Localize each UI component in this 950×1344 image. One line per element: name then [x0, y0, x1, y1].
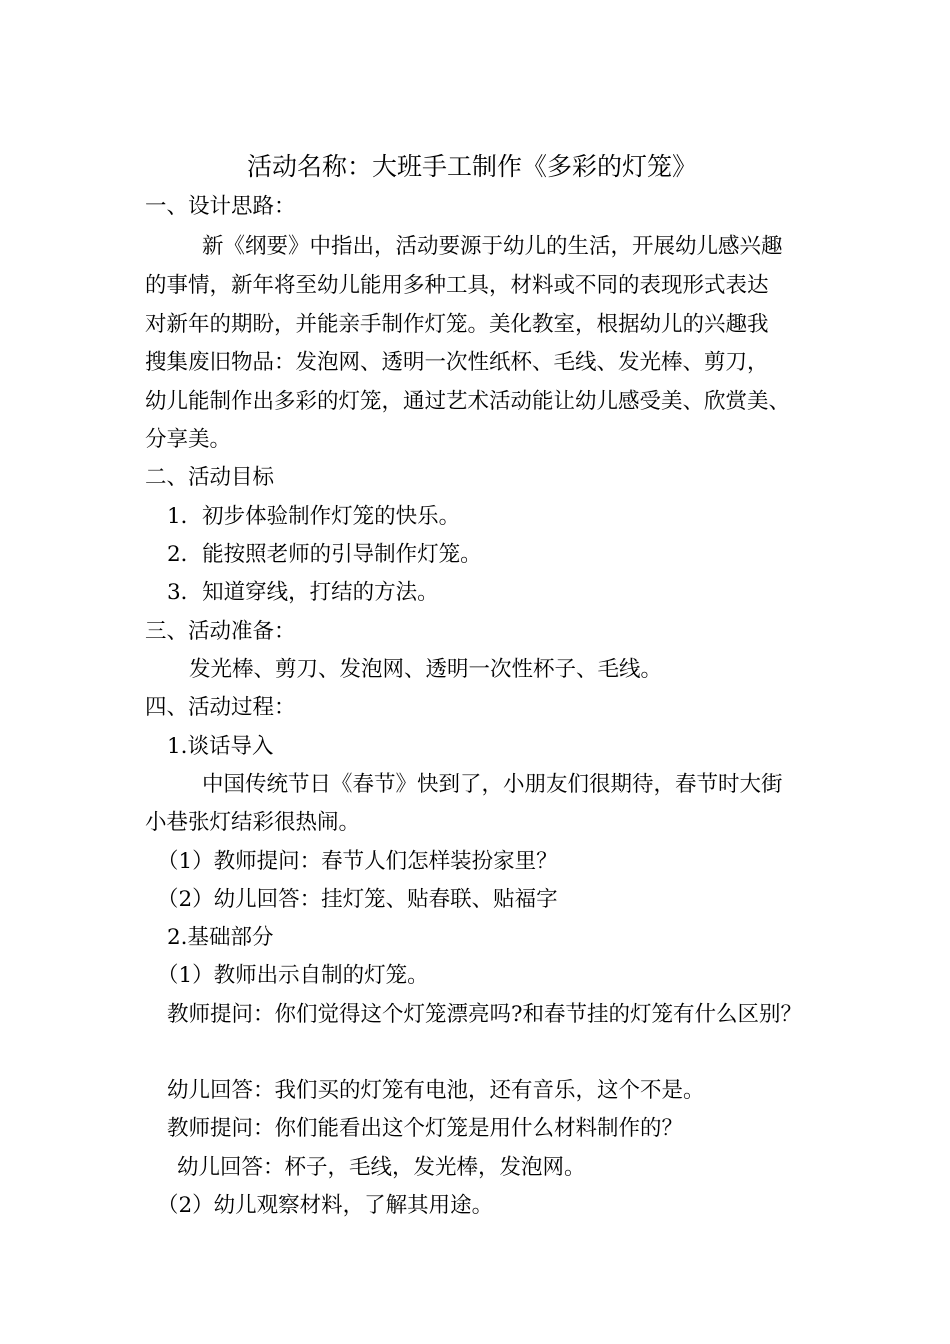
goal-item: 1．初步体验制作灯笼的快乐。	[167, 504, 461, 529]
process-line: （1）教师提问：春节人们怎样装扮家里？	[157, 849, 558, 874]
section-heading-design: 一、设计思路：	[145, 194, 296, 219]
paragraph-line: 幼儿能制作出多彩的灯笼，通过艺术活动能让幼儿感受美、欣赏美、	[145, 389, 791, 414]
document-title: 活动名称：大班手工制作《多彩的灯笼》	[247, 152, 698, 181]
process-line: 幼儿回答：我们买的灯笼有电池，还有音乐，这个不是。	[167, 1078, 705, 1103]
process-line: （1）教师出示自制的灯笼。	[157, 963, 429, 988]
process-line: 教师提问：你们觉得这个灯笼漂亮吗?和春节挂的灯笼有什么区别？	[167, 1002, 803, 1027]
preparation-text: 发光棒、剪刀、发泡网、透明一次性杯子、毛线。	[189, 657, 663, 682]
paragraph-line: 对新年的期盼，并能亲手制作灯笼。美化教室，根据幼儿的兴趣我	[145, 312, 769, 337]
goal-item: 2．能按照老师的引导制作灯笼。	[167, 542, 482, 567]
process-line: （2）幼儿回答：挂灯笼、贴春联、贴福字	[157, 887, 558, 912]
process-line: 教师提问：你们能看出这个灯笼是用什么材料制作的？	[167, 1116, 684, 1141]
paragraph-line: 搜集废旧物品：发泡网、透明一次性纸杯、毛线、发光棒、剪刀，	[145, 350, 769, 375]
process-line: （2）幼儿观察材料，了解其用途。	[157, 1193, 494, 1218]
section-heading-goals: 二、活动目标	[145, 465, 275, 490]
section-heading-preparation: 三、活动准备：	[145, 619, 296, 644]
process-line: 小巷张灯结彩很热闹。	[145, 810, 361, 835]
paragraph-line: 新《纲要》中指出，活动要源于幼儿的生活，开展幼儿感兴趣	[202, 234, 783, 259]
process-line: 1.谈话导入	[167, 734, 274, 759]
goal-item: 3．知道穿线，打结的方法。	[167, 580, 439, 605]
section-heading-process: 四、活动过程：	[145, 695, 296, 720]
paragraph-line: 的事情，新年将至幼儿能用多种工具，材料或不同的表现形式表达	[145, 273, 769, 298]
paragraph-line: 分享美。	[145, 427, 232, 452]
process-line: 2.基础部分	[167, 925, 274, 950]
process-line: 中国传统节日《春节》快到了，小朋友们很期待，春节时大街	[202, 772, 783, 797]
process-line: 幼儿回答：杯子，毛线，发光棒，发泡网。	[177, 1155, 586, 1180]
